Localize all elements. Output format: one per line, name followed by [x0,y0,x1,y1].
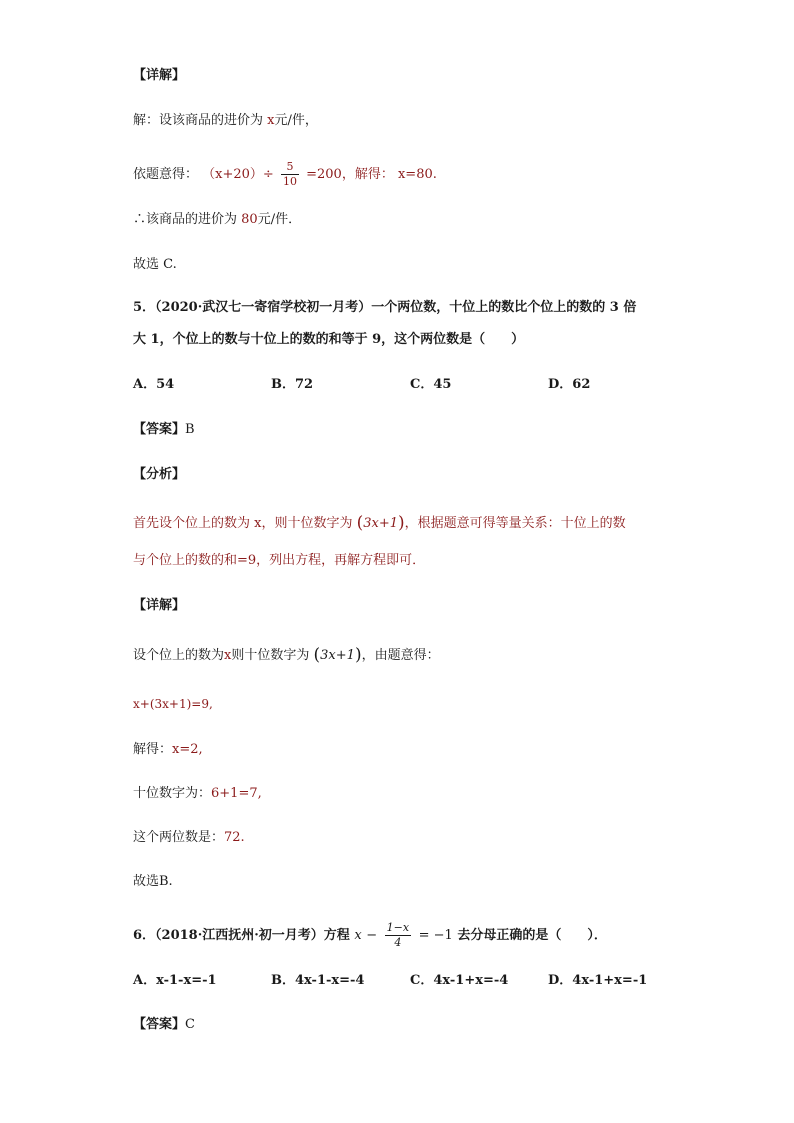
q5-stem-line-1: 5．（2020·武汉七一寄宿学校初一月考）一个两位数，十位上的数比个位上的数的 3 倍 [133,300,637,315]
detail-line-1: 解：设该商品的进价为 x元/件， [133,113,318,128]
q5-option-d: D．62 [548,377,591,392]
q6-answer: 【答案】C [133,1017,195,1032]
q6-option-a: A．x-1-x=-1 [133,973,217,988]
q6-option-d: D．4x-1+x=-1 [548,973,648,988]
detail-line-4: 故选 C. [133,257,177,272]
detail-line-2: 依题意得： （x+20）÷ $\frac{5}{10}$ =200，解得： x=80. [133,160,437,188]
q5-option-b: B．72 [271,377,314,392]
q6-fraction: $\frac{1-x}{4}$ [386,921,410,949]
q5-answer: 【答案】B [133,422,195,437]
q5-detail-line-6: 故选B. [133,874,173,889]
q5-stem-line-2: 大 1，个位上的数与十位上的数的和等于 9，这个两位数是（ ） [133,332,525,347]
q5-option-a: A．54 [133,377,175,392]
q5-detail-line-3: 解得：x=2, [133,742,203,757]
q5-option-c: C．45 [410,377,452,392]
detail-line-3: ∴该商品的进价为 80元/件． [133,212,302,227]
detail-heading: 【详解】 [133,68,186,83]
q5-detail-line-1: 设个位上的数为x则十位数字为 (3x+1)，由题意得： [133,645,440,665]
q5-detail-line-5: 这个两位数是：72. [133,830,245,845]
q5-analysis-heading: 【分析】 [133,467,186,482]
q6-option-b: B．4x-1-x=-4 [271,973,365,988]
q5-detail-line-2: x+(3x+1)=9, [133,697,213,711]
fraction-5-10: $\frac{5}{10}$ [282,160,297,188]
q5-detail-line-4: 十位数字为：6+1=7, [133,786,262,801]
q6-option-c: C．4x-1+x=-4 [410,973,509,988]
q5-detail-heading: 【详解】 [133,598,186,613]
q5-analysis-line-2: 与个位上的数的和=9，列出方程，再解方程即可． [133,553,426,568]
q5-analysis-line-1: 首先设个位上的数为 x，则十位数字为 (3x+1)，根据题意可得等量关系：十位上的数 [133,513,626,533]
q6-stem: 6．（2018·江西抚州·初一月考）方程 x − $\frac{1-x}{4}$ = −1 去分母正确的是（ ）． [133,921,607,949]
